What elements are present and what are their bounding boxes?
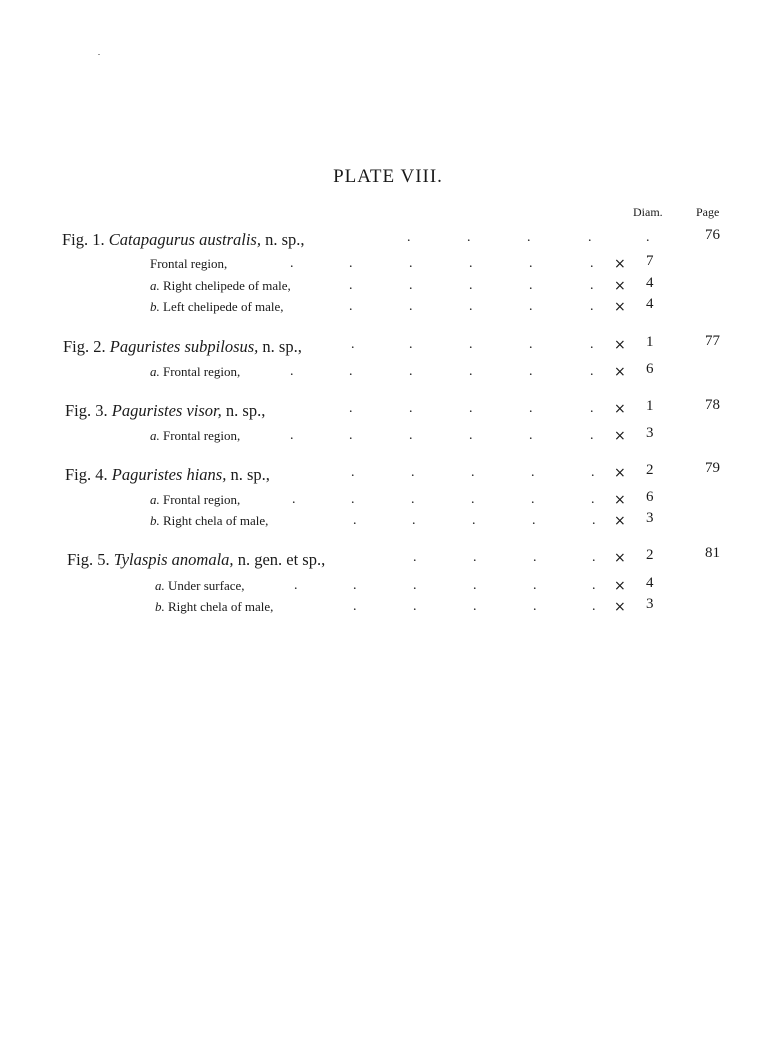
species-suffix: n. sp., (265, 230, 305, 249)
sub-label (155, 599, 273, 615)
sub-label (150, 513, 268, 529)
sub-description: Frontal region, (150, 256, 228, 271)
sub-row: a. Frontal region, . . . . . . × 3 (150, 425, 654, 444)
sub-row: b. Right chela of male, . . . . . × 3 (150, 510, 654, 529)
magnification-factor: 6 (646, 361, 654, 377)
magnification-factor: 2 (646, 462, 654, 478)
sub-label (155, 578, 245, 594)
sub-description: Frontal region, (163, 428, 241, 443)
sub-description: Frontal region, (163, 492, 241, 507)
sub-description: Right chela of male, (168, 599, 274, 614)
column-header-page: Page (696, 205, 720, 219)
sub-label (150, 428, 240, 444)
sub-letter: a. (150, 364, 160, 379)
magnification-factor: 4 (646, 275, 654, 291)
sub-label (150, 492, 240, 508)
page-number: 76 (705, 227, 720, 243)
species-suffix: n. sp., (225, 401, 266, 420)
species-suffix: n. sp., (262, 337, 302, 356)
times-symbol: × (614, 550, 626, 566)
figure-row-2: Fig. 2. Paguristes subpilosus, n. sp., . . . . . × 1 77 (63, 333, 720, 356)
times-symbol: × (614, 299, 626, 315)
times-symbol: × (614, 465, 626, 481)
times-symbol: × (614, 513, 626, 529)
magnification-factor: 1 (646, 334, 654, 350)
page-number: 78 (705, 397, 720, 413)
sub-row: b. Left chelipede of male, . . . . . × 4 (150, 296, 654, 315)
sub-label (150, 256, 227, 272)
magnification-factor: 4 (646, 296, 654, 312)
times-symbol: × (614, 599, 626, 615)
magnification-factor: 1 (646, 398, 654, 414)
species-suffix: n. gen. et sp., (237, 550, 326, 569)
sub-description: Left chelipede of male, (163, 299, 284, 314)
species-name: Paguristes subpilosus, (109, 337, 259, 356)
sub-letter: a. (150, 428, 160, 443)
times-symbol: × (614, 492, 626, 508)
figure-row-3: Fig. 3. Paguristes visor, n. sp., . . . . . × 1 78 (65, 397, 720, 420)
sub-row: b. Right chela of male, . . . . . × 3 (155, 596, 654, 615)
sub-row: a. Under surface, . . . . . . × 4 (155, 575, 654, 594)
magnification-factor: 3 (646, 510, 654, 526)
times-symbol: × (614, 256, 626, 272)
species-name: Paguristes visor, (111, 401, 222, 420)
times-symbol: × (614, 428, 626, 444)
sub-label (150, 299, 284, 315)
figure-number: Fig. 4. (65, 465, 108, 484)
times-symbol: × (614, 364, 626, 380)
sub-description: Frontal region, (163, 364, 241, 379)
sub-letter: b. (150, 299, 160, 314)
sub-row: a. Frontal region, . . . . . . × 6 (150, 361, 654, 380)
figure-number: Fig. 2. (63, 337, 106, 356)
figure-number: Fig. 3. (65, 401, 108, 420)
times-symbol: × (614, 278, 626, 294)
times-symbol: × (614, 401, 626, 417)
figure-label (65, 401, 265, 421)
page-number: 81 (705, 545, 720, 561)
species-name: Catapagurus australis, (108, 230, 261, 249)
sub-letter: b. (155, 599, 165, 614)
figure-row-1: Fig. 1. Catapagurus australis, n. sp., . . . . . 76 (62, 227, 720, 249)
species-suffix: n. sp., (230, 465, 270, 484)
figure-label (65, 465, 270, 485)
sub-letter: a. (155, 578, 165, 593)
sub-label (150, 364, 240, 380)
sub-label (150, 278, 291, 294)
figure-label (63, 337, 302, 357)
sub-letter: a. (150, 492, 160, 507)
magnification-factor: 6 (646, 489, 654, 505)
magnification-factor: 4 (646, 575, 654, 591)
sub-description: Under surface, (168, 578, 245, 593)
column-header-diam: Diam. (633, 205, 663, 219)
species-name: Paguristes hians, (111, 465, 227, 484)
sub-description: Right chelipede of male, (163, 278, 291, 293)
plate-title: PLATE VIII. (333, 166, 443, 187)
times-symbol: × (614, 337, 626, 353)
figure-label (62, 230, 305, 250)
sub-row: a. Frontal region, . . . . . . × 6 (150, 489, 654, 508)
magnification-factor: 7 (646, 253, 654, 269)
page-number: 77 (705, 333, 720, 349)
figure-row-5: Fig. 5. Tylaspis anomala, n. gen. et sp., . . . . × 2 81 (67, 545, 720, 569)
figure-label (67, 550, 325, 570)
sub-description: Right chela of male, (163, 513, 269, 528)
magnification-factor: 2 (646, 547, 654, 563)
magnification-factor: 3 (646, 425, 654, 441)
page-speck (98, 54, 100, 55)
figure-number: Fig. 5. (67, 550, 110, 569)
magnification-factor: 3 (646, 596, 654, 612)
sub-row: a. Right chelipede of male, . . . . . × 4 (150, 275, 654, 294)
species-name: Tylaspis anomala, (113, 550, 234, 569)
page-number: 79 (705, 460, 720, 476)
sub-letter: a. (150, 278, 160, 293)
figure-number: Fig. 1. (62, 230, 105, 249)
times-symbol: × (614, 578, 626, 594)
sub-letter: b. (150, 513, 160, 528)
figure-row-4: Fig. 4. Paguristes hians, n. sp., . . . . . × 2 79 (65, 460, 720, 484)
sub-row: Frontal region, . . . . . . × 7 (150, 253, 654, 272)
